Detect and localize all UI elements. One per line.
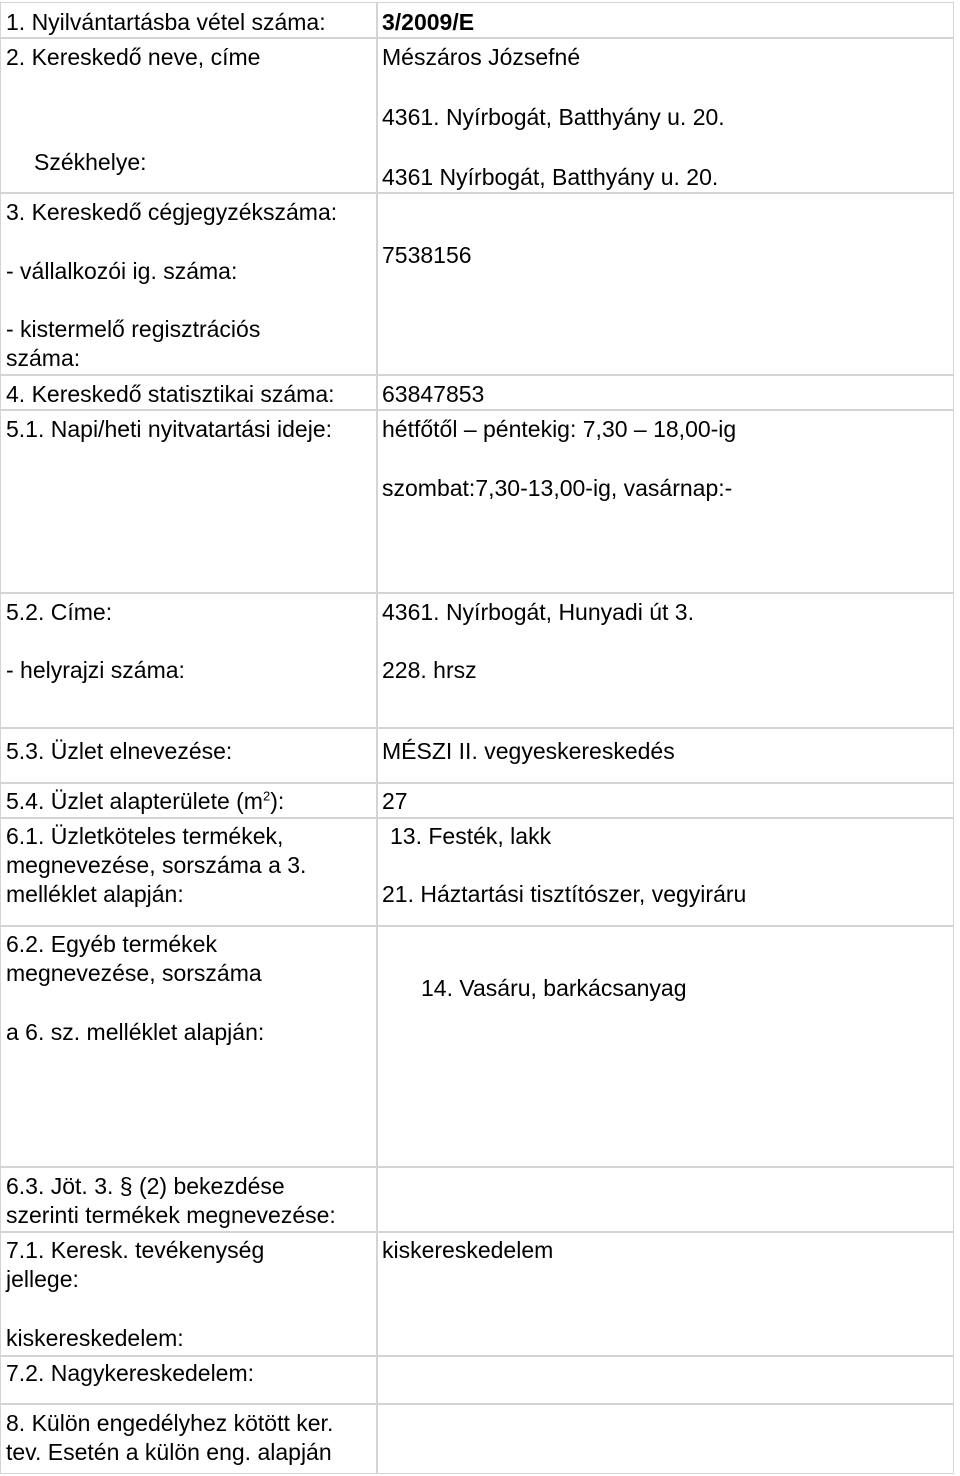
licensed-products-label-line2: megnevezése, sorszáma a 3. [6, 852, 307, 878]
opening-hours-weekend: szombat:7,30-13,00-ig, vasárnap:- [382, 475, 733, 501]
floor-area-label [6, 787, 284, 815]
seat-label: Székhelye: [34, 149, 147, 175]
activity-type-label-line2: jellege: [6, 1266, 79, 1292]
shop-address-label: 5.2. Címe: [6, 599, 113, 625]
excise-products-label-line1: 6.3. Jöt. 3. § (2) bekezdése [6, 1173, 285, 1199]
licensed-product-13: 13. Festék, lakk [390, 823, 552, 849]
special-permit-label-line1: 8. Külön engedélyhez kötött ker. [6, 1410, 334, 1436]
floor-area-value: 27 [382, 788, 408, 814]
registration-number-label: 1. Nyilvántartásba vétel száma: [6, 9, 326, 35]
licensed-products-label-line3: melléklet alapján: [6, 881, 184, 907]
parcel-number-label: - helyrajzi száma: [6, 657, 185, 683]
licensed-product-21: 21. Háztartási tisztítószer, vegyiráru [382, 881, 747, 907]
cell-r3-value [376, 192, 954, 376]
cell-r72-value [376, 1355, 954, 1405]
shop-address-value: 4361. Nyírbogát, Hunyadi út 3. [382, 599, 694, 625]
opening-hours-label: 5.1. Napi/heti nyitvatartási ideje: [6, 416, 333, 442]
cell-r8-value [376, 1403, 954, 1474]
parcel-number-value: 228. hrsz [382, 657, 477, 683]
registration-number-value: 3/2009/E [382, 9, 475, 35]
statistical-number-label: 4. Kereskedő statisztikai száma: [6, 381, 335, 407]
other-products-label-line3: a 6. sz. melléklet alapján: [6, 1019, 265, 1045]
floor-area-label-end: ): [270, 788, 285, 814]
trader-name-label: 2. Kereskedő neve, címe [6, 44, 261, 70]
excise-products-label-line2: szerinti termékek megnevezése: [6, 1202, 336, 1228]
wholesale-label: 7.2. Nagykereskedelem: [6, 1360, 255, 1386]
opening-hours-weekdays: hétfőtől – péntekig: 7,30 – 18,00-ig [382, 416, 737, 442]
shop-name-label: 5.3. Üzlet elnevezése: [6, 738, 233, 764]
activity-type-value: kiskereskedelem [382, 1237, 554, 1263]
producer-registration-label-line2: száma: [6, 345, 81, 371]
company-registry-label: 3. Kereskedő cégjegyzékszáma: [6, 199, 338, 225]
activity-type-label-line1: 7.1. Keresk. tevékenység [6, 1237, 265, 1263]
licensed-products-label-line1: 6.1. Üzletköteles termékek, [6, 823, 284, 849]
cell-r62-value [376, 925, 954, 1168]
other-products-label-line2: megnevezése, sorszáma [6, 960, 262, 986]
other-product-14: 14. Vasáru, barkácsanyag [421, 975, 687, 1001]
shop-name-value: MÉSZI II. vegyeskereskedés [382, 738, 675, 764]
special-permit-label-line2: tev. Esetén a külön eng. alapján [6, 1439, 332, 1465]
entrepreneur-id-value: 7538156 [382, 242, 472, 268]
trader-name-value: Mészáros Józsefné [382, 44, 581, 70]
floor-area-label-exponent: 2 [262, 788, 271, 804]
activity-type-label-line3: kiskereskedelem: [6, 1325, 184, 1351]
seat-value: 4361 Nyírbogát, Batthyány u. 20. [382, 164, 719, 190]
cell-r63-value [376, 1166, 954, 1233]
trader-address-value: 4361. Nyírbogát, Batthyány u. 20. [382, 104, 725, 130]
entrepreneur-id-label: - vállalkozói ig. száma: [6, 258, 238, 284]
floor-area-label-text: 5.4. Üzlet alapterülete (m [6, 788, 263, 814]
producer-registration-label-line1: - kistermelő regisztrációs [6, 316, 261, 342]
cell-r54-value [376, 782, 954, 819]
other-products-label-line1: 6.2. Egyéb termékek [6, 931, 217, 957]
statistical-number-value: 63847853 [382, 381, 485, 407]
